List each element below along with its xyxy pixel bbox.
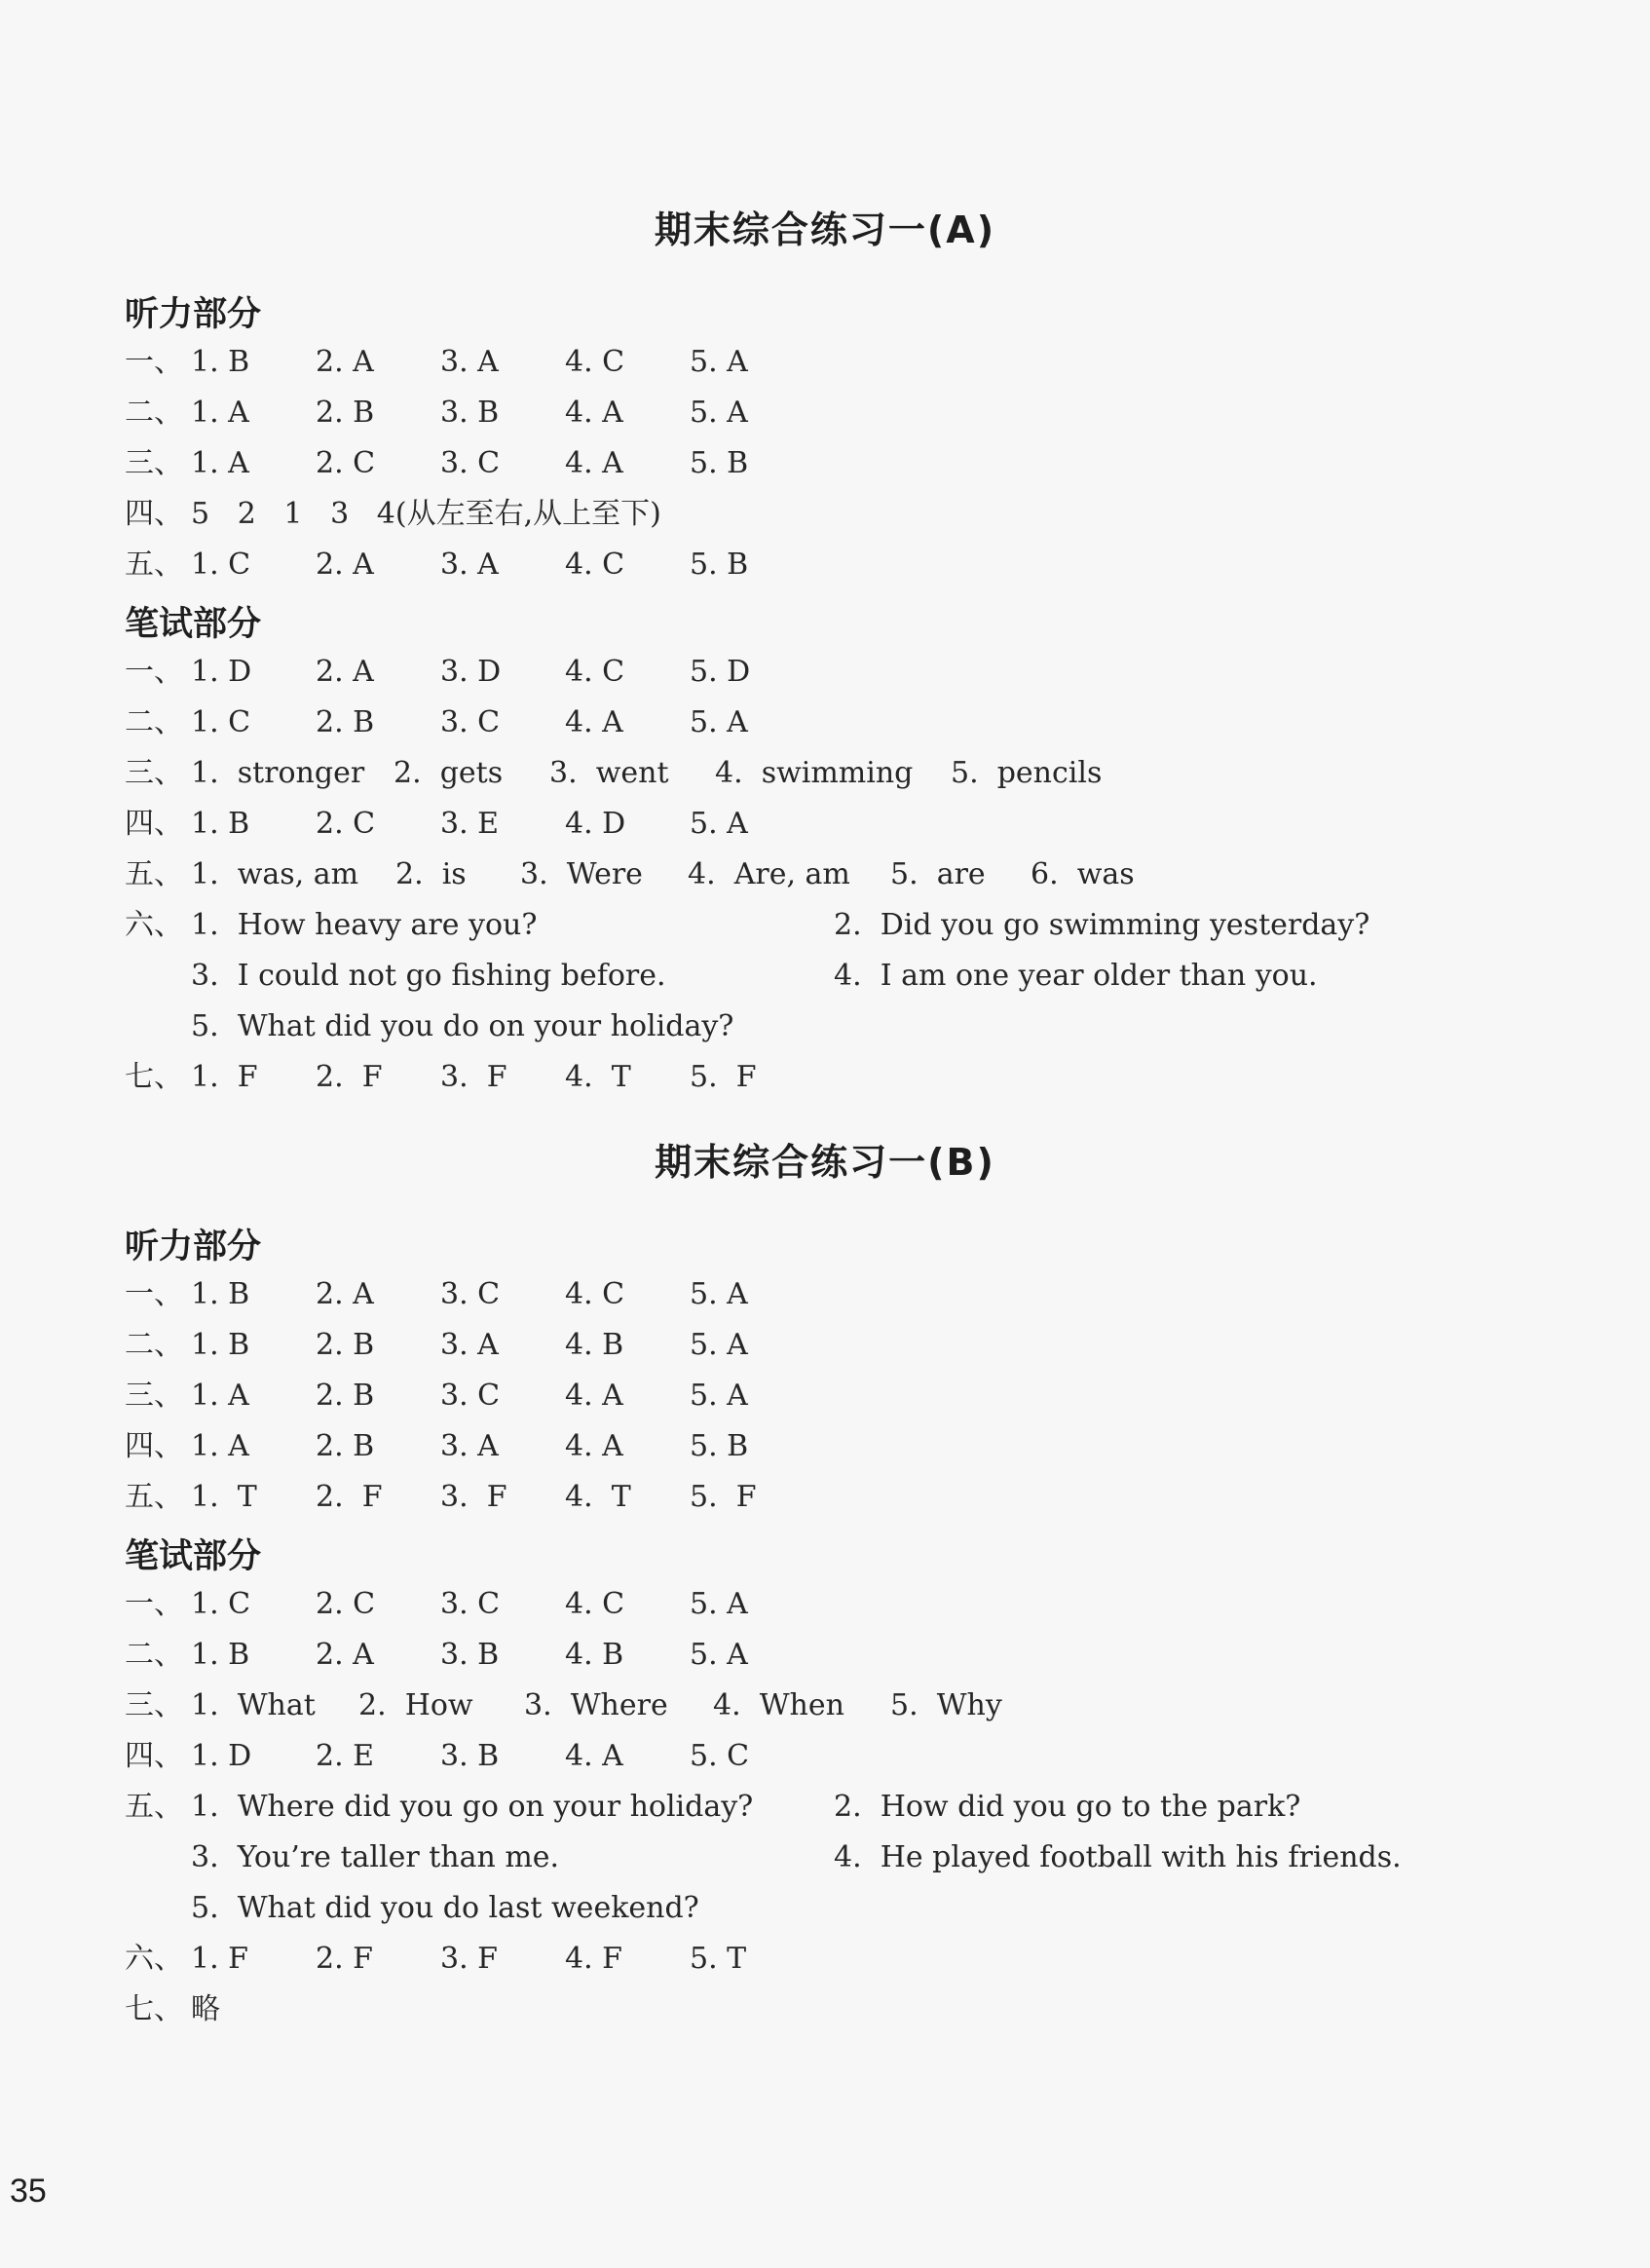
writing-heading-b: 笔试部分 (125, 1537, 262, 1576)
section-title-a: 期末综合练习一(A) (654, 208, 996, 251)
listening-heading-a: 听力部分 (125, 295, 262, 334)
listening-heading-b: 听力部分 (125, 1228, 262, 1266)
answer-page: 期末综合练习一(A) 听力部分 一、 1. B 2. A 3. A 4. C 5. A 二、 1. A 2. B 3. B 4. A 5. A 三、 1. A 2. C 3. C 4. A 5. B 四、 5 2 1 3 4(从左至右,从上至下) 五、 1. C 2. A 3. A 4. C 5. B 笔试部分 一、 1. D 2. A 3. D 4. C 5. D 二、 1. C 2. B 3. C 4. A 5. A 三、 1. stronger 2. gets 3. went 4. swimming 5. pencils 四、 1. B 2. C 3. E 4. D 5. A 五、 1. was, am 2. is 3. Were 4. Are, am 5. are 6. was 六、 1. How heavy are you? 2. Did you go swimming yesterday? 3. I could not go fishing before. 4. I am one year older than you. 5. What did you do on your holiday? 七、 1. F 2. F 3. F 4. T 5. F 期末综合练习一(B) 听力部分 一、 1. B 2. A 3. C 4. C 5. A 二、 1. B 2. B 3. A 4. B 5. A 三、 1. A 2. B 3. C 4. A 5. A 四、 1. A 2. B 3. A 4. A 5. B 五、 1. T 2. F 3. F 4. T 5. F 笔试部分 一、 1. C 2. C 3. C 4. C 5. A 二、 1. B 2. A 3. B 4. B 5. A 三、 1. What 2. How 3. Where 4. When 5. Why 四、 1. D 2. E 3. B 4. A 5. C 五、 1. Where did you go on your holiday? 2. How did you go to the park? 3. You’re taller than me. 4. He played football with his friends. 5. What did you do last weekend? 六、 1. F 2. F 3. F 4. F 5. T 七、 略 35 (0, 0, 1650, 2268)
writing-heading-a: 笔试部分 (125, 605, 262, 644)
section-title-b: 期末综合练习一(B) (655, 1141, 995, 1184)
page-number: 35 (10, 2173, 47, 2210)
